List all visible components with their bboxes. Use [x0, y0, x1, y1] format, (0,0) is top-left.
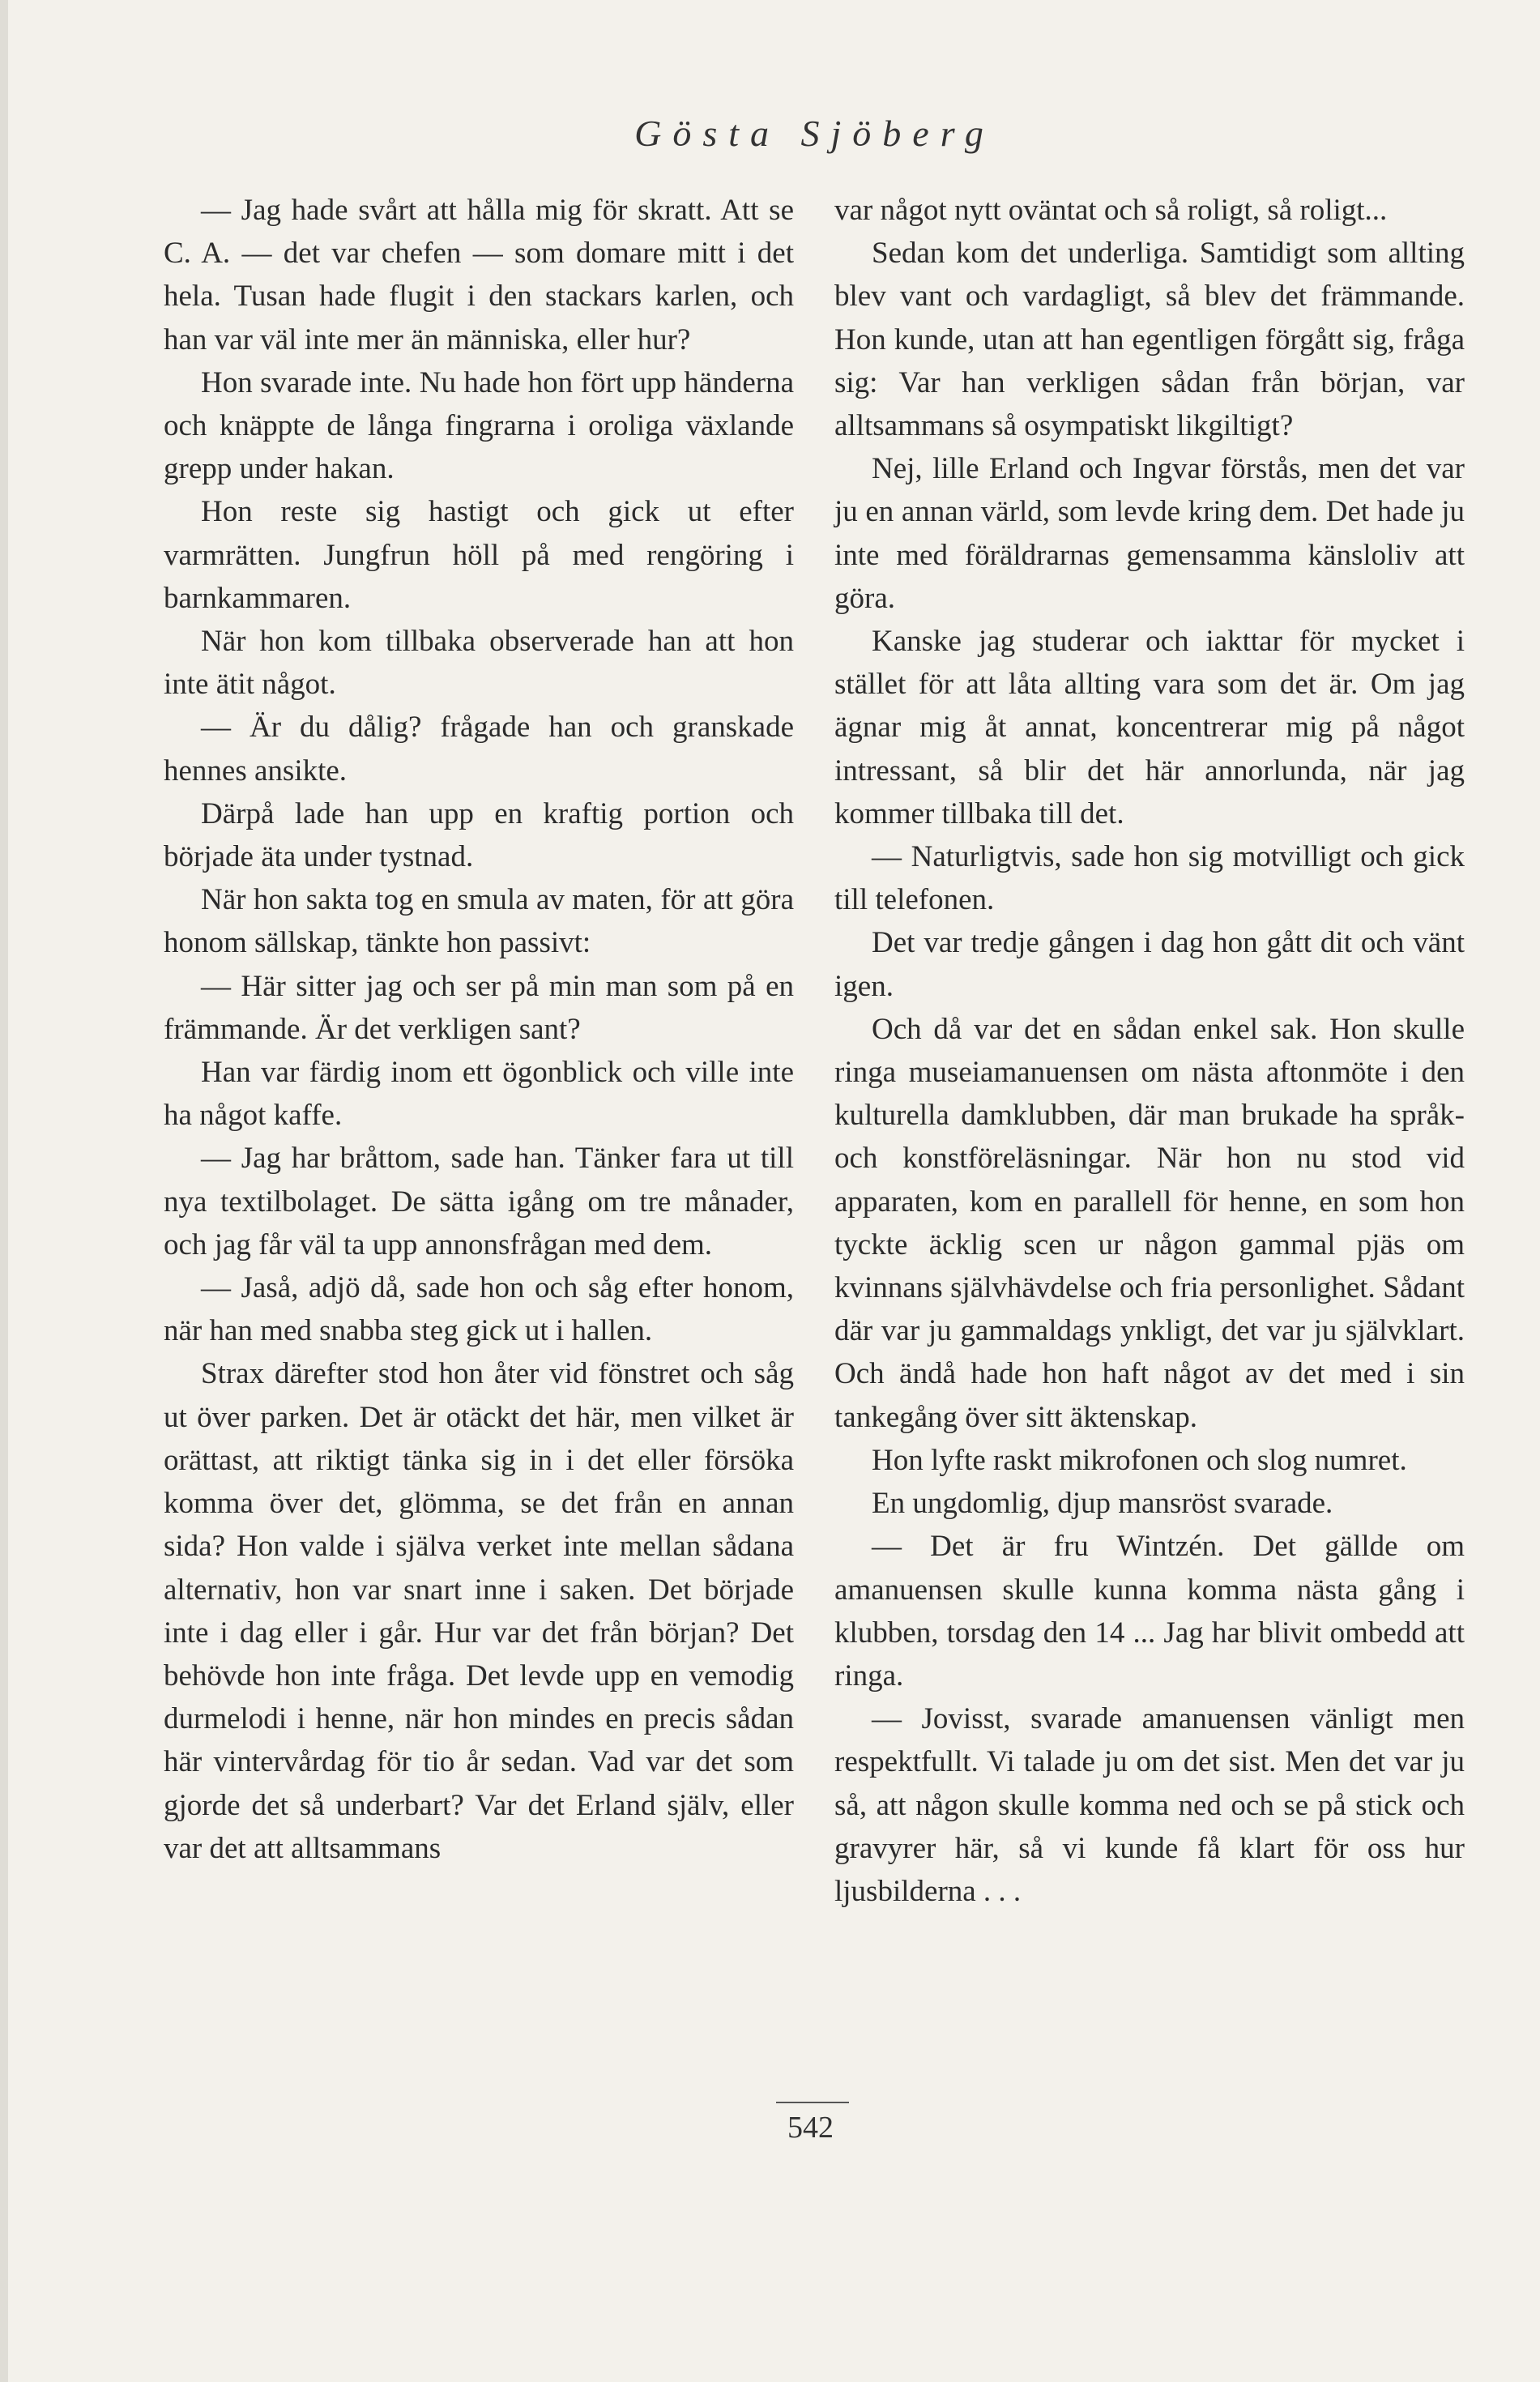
page-edge-shadow [0, 0, 8, 2382]
paragraph: Därpå lade han upp en kraftig portion och började äta under tystnad. [164, 796, 794, 874]
paragraph: — Jag hade svårt att hålla mig för skratt. Att se C. A. — det var chefen — som domare mitt i det hela. Tusan hade flugit i den stackars karlen, och han var väl inte mer än människa, eller hur? [164, 194, 794, 356]
paragraph: Sedan kom det underliga. Samtidigt som allting blev vant och vardagligt, så blev det främmande. Hon kunde, utan att han egentligen förgått sig, fråga sig: Var han verkligen sådan från början, var alltsammans så osympatiskt likgiltigt? [834, 237, 1465, 443]
paragraph: — Naturligtvis, sade hon sig motvilligt och gick till telefonen. [834, 840, 1465, 917]
paragraph: — Jag har bråttom, sade han. Tänker fara ut till nya textilbolaget. De sätta igång om tre månader, och jag får väl ta upp annonsfrågan med dem. [164, 1142, 794, 1261]
paragraph: var något nytt oväntat och så roligt, så roligt... [834, 194, 1388, 227]
running-head: Gösta Sjöberg [634, 113, 995, 154]
page-number: 542 [787, 2111, 834, 2145]
paragraph: Kanske jag studerar och iakttar för mycket i stället för att låta allting vara som det är. Om jag ägnar mig åt annat, koncentrerar mig på något intressant, så blir det här annorlunda, när jag kommer tillbaka till det. [834, 625, 1465, 830]
paragraph: När hon sakta tog en smula av maten, för att göra honom sällskap, tänkte hon passivt: [164, 883, 794, 960]
paragraph: Hon reste sig hastigt och gick ut efter varmrätten. Jungfrun höll på med rengöring i barnkammaren. [164, 495, 794, 615]
paragraph: — Jaså, adjö då, sade hon och såg efter honom, när han med snabba steg gick ut i hallen. [164, 1271, 794, 1348]
paragraph: Strax därefter stod hon åter vid fönstret och såg ut över parken. Det är otäckt det här, men vilket är orättast, att riktigt tänka sig in i det eller försöka komma över det, glömma, se det från en annan sida? Hon valde i själva verket inte mellan sådana alternativ, hon var snart inne i saken. Det började inte i dag eller i går. Hur var det från början? Det behövde hon inte fråga. Det levde upp en vemodig durmelodi i henne, när hon mindes en precis sådan här vintervårdag för tio år sedan. Vad var det som gjorde det så underbart? Var det Erland själv, eller var det att alltsammans [164, 1357, 794, 1865]
paragraph: — Här sitter jag och ser på min man som på en främmande. Är det verkligen sant? [164, 969, 794, 1046]
left-text-column [164, 189, 794, 1870]
paragraph: När hon kom tillbaka observerade han att hon inte ätit något. [164, 625, 794, 702]
right-text-column [834, 189, 1465, 1913]
paragraph: — Det är fru Wintzén. Det gällde om amanuensen skulle kunna komma nästa gång i klubben, torsdag den 14 ... Jag har blivit ombedd att ringa. [834, 1530, 1465, 1693]
paragraph: Nej, lille Erland och Ingvar förstås, men det var ju en annan värld, som levde kring dem. Det hade ju inte med föräldrarnas gemensamma känsloliv att göra. [834, 452, 1465, 615]
paragraph: En ungdomlig, djup mansröst svarade. [872, 1487, 1333, 1521]
paragraph: Hon svarade inte. Nu hade hon fört upp händerna och knäppte de långa fingrarna i oroliga växlande grepp under hakan. [164, 365, 794, 486]
paragraph: — Är du dålig? frågade han och granskade hennes ansikte. [164, 711, 794, 788]
paragraph: Och då var det en sådan enkel sak. Hon skulle ringa museiamanuensen om nästa aftonmöte i den kulturella damklubben, där man brukade ha språk- och konstföreläsningar. När hon nu stod vid apparaten, kom en parallell för henne, en som hon tyckte äcklig scen ur någon gammal pjäs om kvinnans självhävdelse och fria personlighet. Sådant där var ju gammaldags ynkligt, det var ju självklart. Och ändå hade hon haft något av det med i sin tankegång över sitt äktenskap. [834, 1012, 1465, 1434]
paragraph: Han var färdig inom ett ögonblick och ville inte ha något kaffe. [164, 1056, 794, 1133]
paragraph: Hon lyfte raskt mikrofonen och slog numret. [872, 1443, 1407, 1477]
folio-rule [776, 2102, 849, 2103]
paragraph: Det var tredje gången i dag hon gått dit och vänt igen. [834, 926, 1465, 1003]
paragraph: — Jovisst, svarade amanuensen vänligt men respektfullt. Vi talade ju om det sist. Men det var ju så, att någon skulle komma ned och se på stick och gravyrer här, så vi kunde få klart för oss hur ljusbilderna . . . [834, 1702, 1465, 1908]
